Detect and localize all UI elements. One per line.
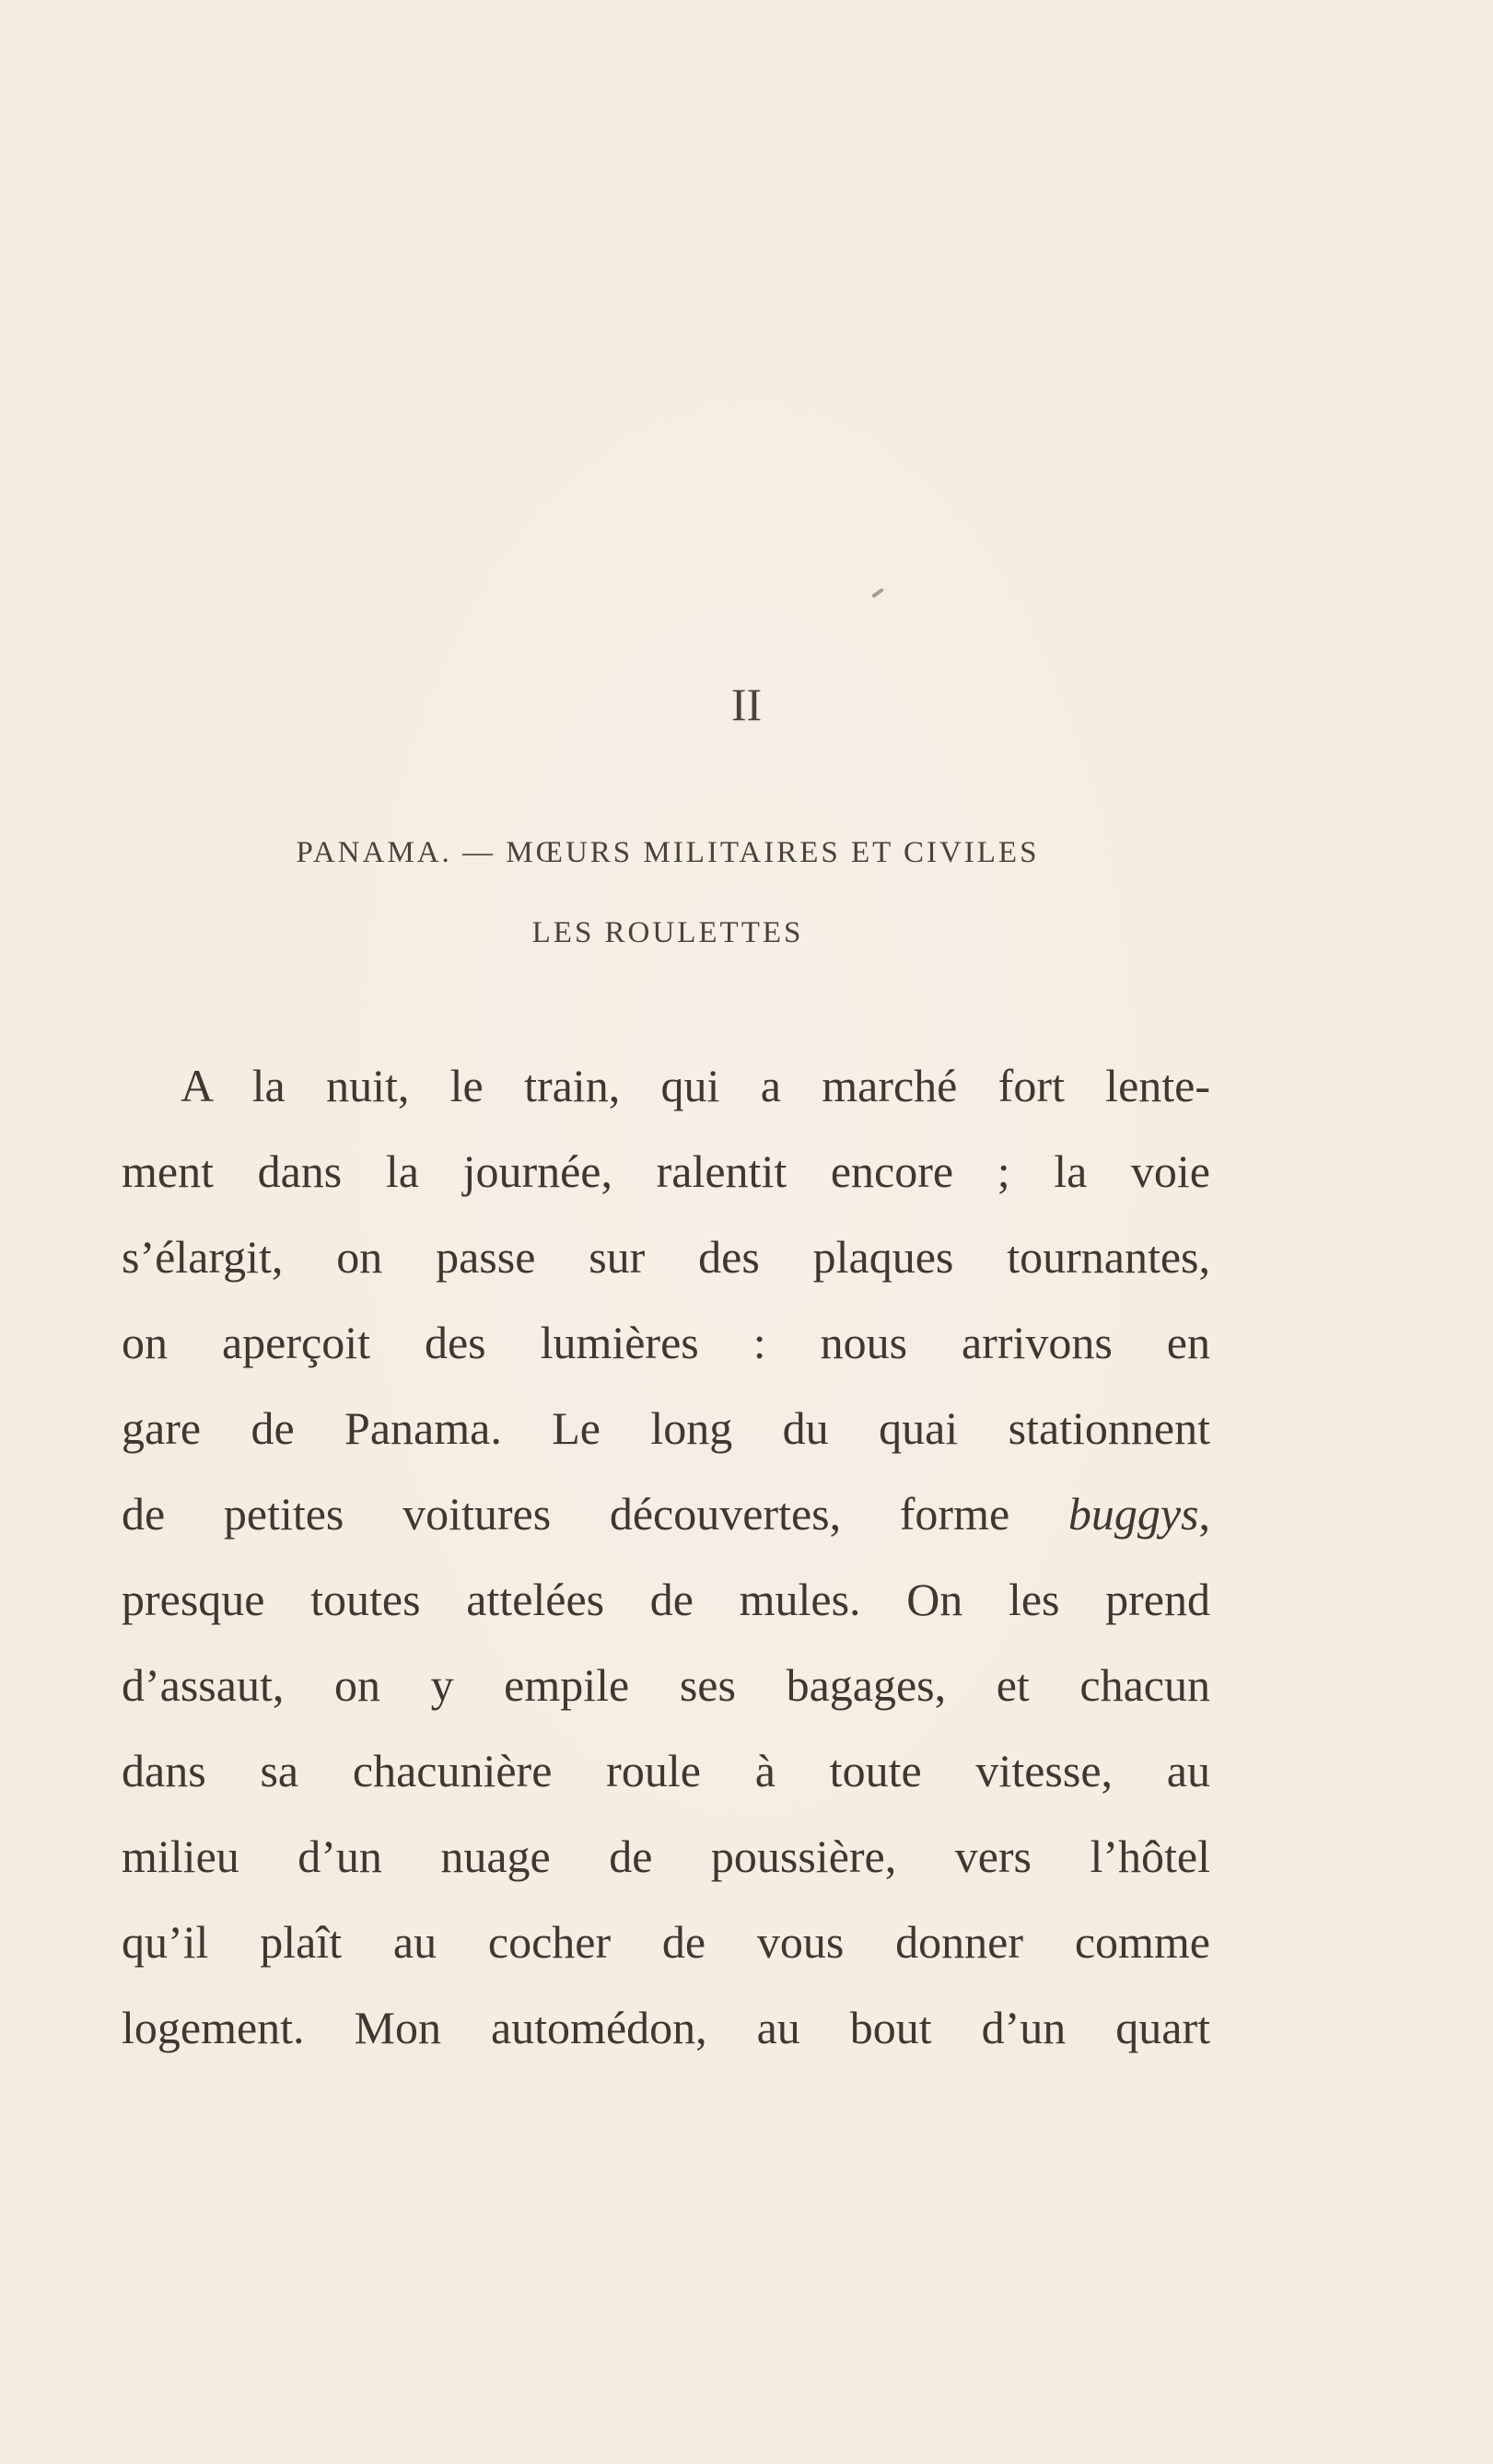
chapter-number: II bbox=[730, 679, 763, 730]
text-fragment: , bbox=[1198, 1488, 1210, 1540]
italic-word: buggys bbox=[1067, 1488, 1199, 1540]
text-line: s’élargit, on passe sur des plaques tournantes, bbox=[122, 1231, 1210, 1283]
text-line: gare de Panama. Le long du quai stationnent bbox=[122, 1402, 1210, 1454]
text-line: milieu d’un nuage de poussière, vers l’hôtel bbox=[122, 1831, 1210, 1882]
chapter-title-line-1: PANAMA. — MŒURS MILITAIRES ET CIVILES bbox=[296, 836, 1040, 869]
body-text bbox=[122, 1043, 1210, 2071]
text-line: A la nuit, le train, qui a marché fort lente- bbox=[181, 1060, 1210, 1111]
text-line: dans sa chacunière roule à toute vitesse, au bbox=[122, 1745, 1210, 1796]
text-line-with-italic bbox=[122, 1471, 1210, 1557]
text-line: qu’il plaît au cocher de vous donner comme bbox=[122, 1916, 1210, 1968]
text-line: presque toutes attelées de mules. On les prend bbox=[122, 1574, 1210, 1625]
text-line: ment dans la journée, ralentit encore ; la voie bbox=[122, 1145, 1210, 1197]
text-line: logement. Mon automédon, au bout d’un quart bbox=[122, 2002, 1210, 2053]
text-fragment: de petites voitures découvertes, forme bbox=[122, 1488, 1068, 1540]
ink-speck bbox=[871, 587, 884, 598]
chapter-title-line-2: LES ROULETTES bbox=[531, 916, 804, 949]
text-line: on aperçoit des lumières : nous arrivons en bbox=[122, 1317, 1210, 1368]
text-line: d’assaut, on y empile ses bagages, et chacun bbox=[122, 1659, 1210, 1711]
